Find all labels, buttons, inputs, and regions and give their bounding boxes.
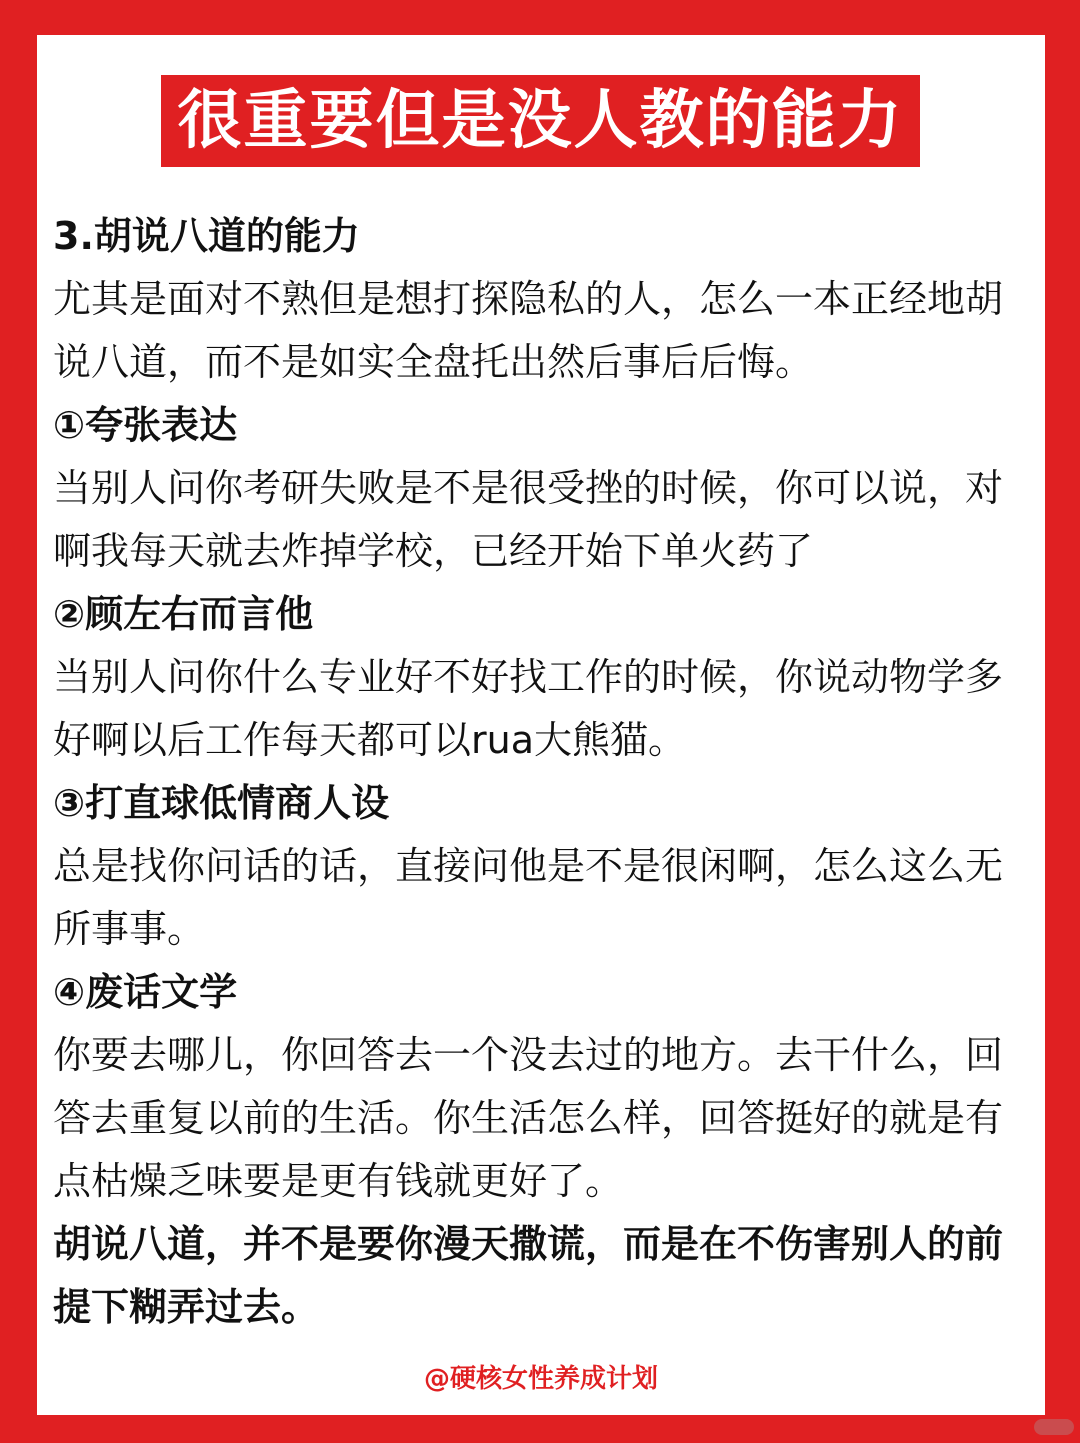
page-title: 很重要但是没人教的能力 xyxy=(177,84,904,158)
point-text-3: 总是找你问话的话，直接问他是不是很闲啊，怎么这么无所事事。 xyxy=(53,844,1004,951)
author-credit: @硬核女性养成计划 xyxy=(423,1364,658,1394)
watermark-badge xyxy=(1034,1419,1074,1435)
conclusion-paragraph: 胡说八道，并不是要你漫天撒谎，而是在不伤害别人的前提下糊弄过去。 xyxy=(53,1222,1004,1329)
point-heading-3: ③打直球低情商人设 xyxy=(53,781,390,825)
content-card xyxy=(37,35,1045,1415)
point-text-2: 当别人问你什么专业好不好找工作的时候，你说动物学多好啊以后工作每天都可以rua大熊猫。 xyxy=(53,655,1004,762)
title-banner xyxy=(161,75,920,167)
point-text-4: 你要去哪儿，你回答去一个没去过的地方。去干什么，回答去重复以前的生活。你生活怎么样，回答挺好的就是有点枯燥乏味要是更有钱就更好了。 xyxy=(53,1033,1004,1203)
point-heading-2: ②顾左右而言他 xyxy=(53,592,314,636)
section-heading: 3.胡说八道的能力 xyxy=(53,214,360,258)
point-text-1: 当别人问你考研失败是不是很受挫的时候，你可以说，对啊我每天就去炸掉学校，已经开始下单火药了 xyxy=(53,466,1004,573)
article-body xyxy=(53,205,1035,1339)
point-heading-1: ①夸张表达 xyxy=(53,403,238,447)
point-heading-4: ④废话文学 xyxy=(53,970,238,1014)
intro-paragraph: 尤其是面对不熟但是想打探隐私的人，怎么一本正经地胡说八道，而不是如实全盘托出然后事后后悔。 xyxy=(53,277,1004,384)
